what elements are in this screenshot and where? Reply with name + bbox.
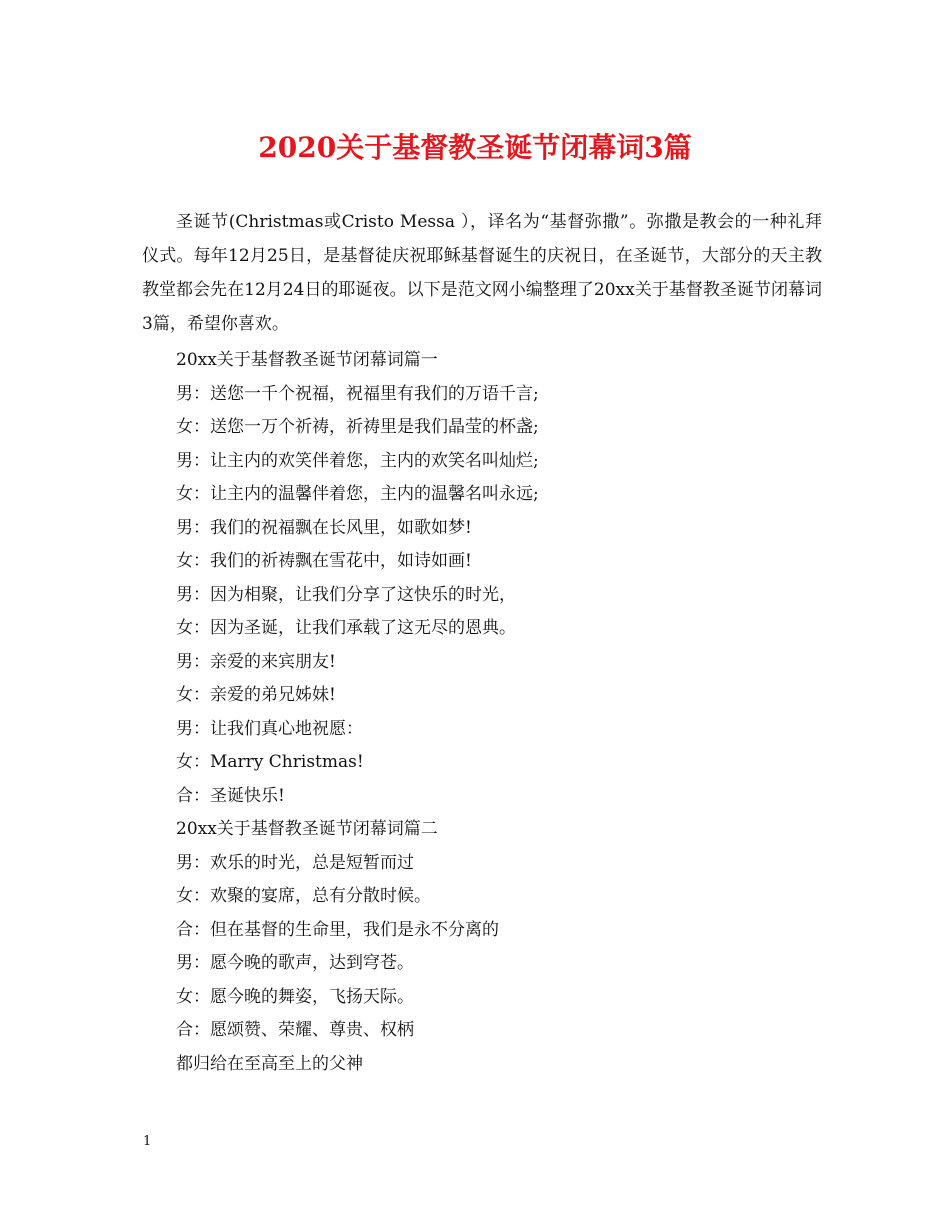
document-title: 2020关于基督教圣诞节闭幕词3篇 — [258, 131, 692, 164]
section-heading-two: 20xx关于基督教圣诞节闭幕词篇二 — [176, 819, 438, 839]
speech-lines — [176, 344, 816, 1081]
speech-line: 男：愿今晚的歌声，达到穹苍。 — [176, 953, 414, 973]
speech-line: 女：愿今晚的舞姿，飞扬天际。 — [176, 986, 414, 1007]
section-heading-one: 20xx关于基督教圣诞节闭幕词篇一 — [176, 350, 438, 370]
speech-line: 合：圣诞快乐! — [176, 785, 285, 806]
speech-line: 男：欢乐的时光，总是短暂而过 — [176, 852, 414, 873]
speech-line: 男：亲爱的来宾朋友! — [176, 651, 336, 672]
speech-line: 男：让我们真心地祝愿： — [176, 718, 363, 739]
speech-line: 男：让主内的欢笑伴着您，主内的欢笑名叫灿烂; — [176, 450, 539, 471]
page-number: 1 — [143, 1134, 152, 1149]
speech-line: 男：因为相聚，让我们分享了这快乐的时光， — [176, 584, 516, 605]
speech-line: 男：送您一千个祝福，祝福里有我们的万语千言; — [176, 383, 539, 404]
speech-line: 女：送您一万个祈祷，祈祷里是我们晶莹的杯盏; — [176, 417, 539, 437]
speech-line: 合：但在基督的生命里，我们是永不分离的 — [176, 919, 499, 940]
intro-paragraph: 圣诞节(Christmas或Cristo Messa ），译名为“基督弥撒”。弥撒是教会的一种礼拜仪式。每年12月25日，是基督徒庆祝耶稣基督诞生的庆祝日，在圣诞节，大部分的天主教教堂都会先在12月24日的耶诞夜。以下是范文网小编整理了20xx关于基督教圣诞节闭幕词3篇，希望你喜欢。 — [142, 212, 822, 334]
speech-line: 女：Marry Christmas! — [176, 752, 364, 772]
speech-line: 女：让主内的温馨伴着您，主内的温馨名叫永远; — [176, 484, 539, 504]
speech-line: 女：欢聚的宴席，总有分散时候。 — [176, 886, 431, 906]
speech-line: 女：亲爱的弟兄姊妹! — [176, 685, 336, 705]
speech-line: 女：我们的祈祷飘在雪花中，如诗如画! — [176, 551, 472, 571]
speech-line: 都归给在至高至上的父神 — [176, 1053, 363, 1074]
speech-line: 女：因为圣诞，让我们承载了这无尽的恩典。 — [176, 618, 516, 638]
speech-line: 男：我们的祝福飘在长风里，如歌如梦! — [176, 517, 472, 538]
speech-line: 合：愿颂赞、荣耀、尊贵、权柄 — [176, 1020, 414, 1040]
